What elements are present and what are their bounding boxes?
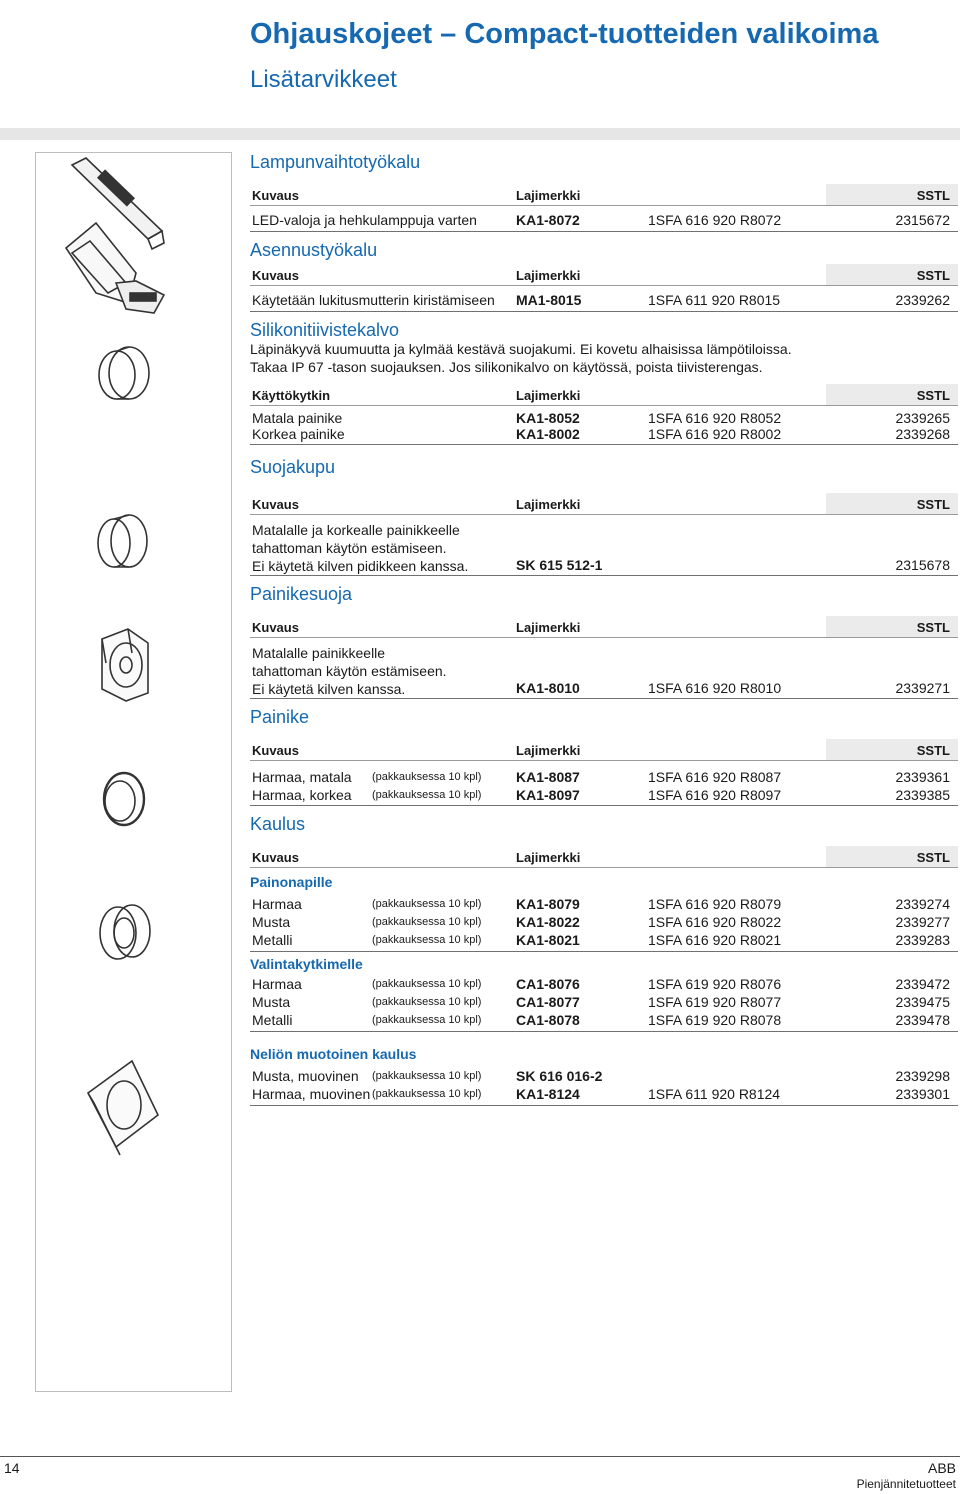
lamp-tool-image xyxy=(66,158,164,313)
table-header: Kuvaus Lajimerkki SSTL xyxy=(250,493,958,515)
product-image-column xyxy=(35,152,232,1392)
silicone-membrane-image xyxy=(99,347,149,399)
table-row: Korkea painike KA1-8002 1SFA 616 920 R8002 2339268 xyxy=(250,424,958,445)
section-title-collar: Kaulus xyxy=(250,814,306,834)
table-row: Matalalle painikkeelle tahattoman käytön estämiseen. Ei käytetä kilven kanssa. KA1-8010 1SFA 616 920 R8010 2339271 xyxy=(250,638,958,699)
section-title-lamp-tool: Lampunvaihtotyökalu xyxy=(250,152,421,172)
header-divider-bar xyxy=(0,128,960,140)
table-row: Matala painike KA1-8052 1SFA 616 920 R8052 2339265 xyxy=(252,410,950,426)
product-content xyxy=(250,150,958,1106)
table-row: Musta (pakkauksessa 10 kpl) CA1-8077 1SFA 619 920 R8077 2339475 xyxy=(252,994,950,1010)
group-title-push-buttons: Painonapille xyxy=(250,874,333,890)
push-button-image xyxy=(104,773,144,825)
table-header: Käyttökytkin Lajimerkki SSTL xyxy=(250,384,958,406)
page-number: 14 xyxy=(4,1460,20,1476)
page-title: Ohjauskojeet – Compact-tuotteiden valikoima xyxy=(250,18,879,50)
section-title-button-guard: Painikesuoja xyxy=(250,584,353,604)
table-row: Harmaa, korkea (pakkauksessa 10 kpl) KA1-8097 1SFA 616 920 R8097 2339385 xyxy=(250,785,958,806)
table-row: Harmaa (pakkauksessa 10 kpl) KA1-8079 1SFA 616 920 R8079 2339274 xyxy=(252,896,950,912)
table-header: Kuvaus Lajimerkki SSTL xyxy=(250,184,958,206)
section-title-silicone-membrane: Silikonitiivistekalvo xyxy=(250,320,400,340)
button-guard-image xyxy=(102,629,148,701)
footer-divider xyxy=(0,1456,960,1457)
table-row: Harmaa, muovinen (pakkauksessa 10 kpl) KA1-8124 1SFA 611 920 R8124 2339301 xyxy=(250,1086,958,1106)
table-row: Matalalle ja korkealle painikkeelle tahattoman käytön estämiseen. Ei käytetä kilven pidikkeen kanssa. SK 615 512-1 2315678 xyxy=(250,515,958,576)
table-header: Kuvaus Lajimerkki SSTL xyxy=(250,846,958,868)
group-title-selector-switches: Valintakytkimelle xyxy=(250,956,363,972)
catalog-name: Pienjännitetuotteet xyxy=(856,1477,956,1491)
collar-image xyxy=(100,905,150,959)
protective-cap-image xyxy=(98,515,147,567)
group-title-square-collar: Neliön muotoinen kaulus xyxy=(250,1046,417,1062)
table-row: LED-valoja ja hehkulamppuja varten KA1-8072 1SFA 616 920 R8072 2315672 xyxy=(250,206,958,232)
table-row: Harmaa (pakkauksessa 10 kpl) CA1-8076 1SFA 619 920 R8076 2339472 xyxy=(252,976,950,992)
section-title-push-button: Painike xyxy=(250,707,310,727)
table-row: Metalli (pakkauksessa 10 kpl) KA1-8021 1SFA 616 920 R8021 2339283 xyxy=(250,932,958,952)
section-title-mounting-tool: Asennustyökalu xyxy=(250,240,378,260)
section-title-protective-cap: Suojakupu xyxy=(250,457,336,477)
square-collar-image xyxy=(88,1061,158,1155)
table-row: Käytetään lukitusmutterin kiristämiseen MA1-8015 1SFA 611 920 R8015 2339262 xyxy=(250,286,958,312)
table-row: Harmaa, matala (pakkauksessa 10 kpl) KA1-8087 1SFA 616 920 R8087 2339361 xyxy=(252,769,950,785)
table-row: Musta, muovinen (pakkauksessa 10 kpl) SK 616 016-2 2339298 xyxy=(252,1068,950,1084)
silicone-description: Läpinäkyvä kuumuutta ja kylmää kestävä suojakumi. Ei kovetu alhaisissa lämpötiloissa. Takaa IP 67 -tason suojauksen. Jos silikonikalvo on käytössä, poista tiivisterengas. xyxy=(250,341,792,375)
page-subtitle: Lisätarvikkeet xyxy=(250,66,397,93)
table-header: Kuvaus Lajimerkki SSTL xyxy=(250,616,958,638)
brand-name: ABB xyxy=(927,1460,956,1476)
table-row: Metalli (pakkauksessa 10 kpl) CA1-8078 1SFA 619 920 R8078 2339478 xyxy=(250,1012,958,1032)
table-header: Kuvaus Lajimerkki SSTL xyxy=(250,739,958,761)
table-row: Musta (pakkauksessa 10 kpl) KA1-8022 1SFA 616 920 R8022 2339277 xyxy=(252,914,950,930)
table-header: Kuvaus Lajimerkki SSTL xyxy=(250,264,958,286)
